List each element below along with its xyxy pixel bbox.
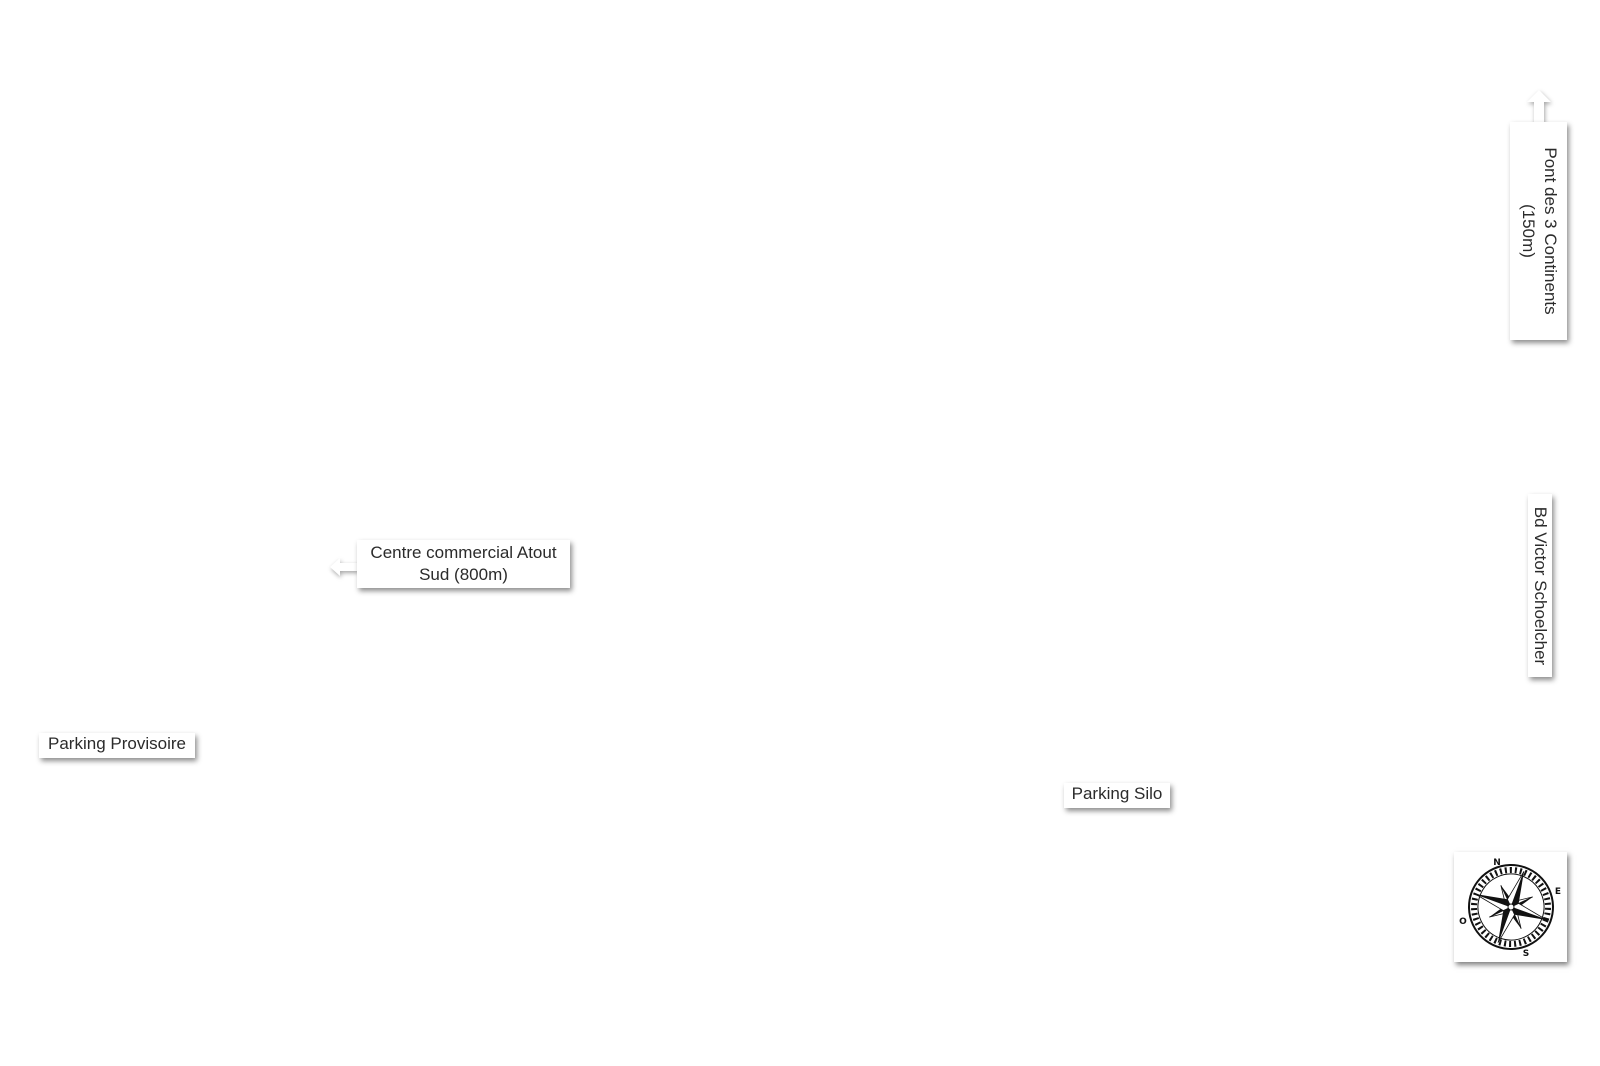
atout-sud-label <box>357 540 570 588</box>
compass-rose-panel <box>1454 852 1567 962</box>
compass-south-letter: S <box>1522 949 1530 959</box>
pont-line1: Pont des 3 Continents <box>1540 147 1560 315</box>
compass-west-letter: O <box>1459 917 1467 927</box>
bd-victor-schoelcher-label <box>1528 494 1552 677</box>
compass-north-letter: N <box>1493 858 1501 868</box>
parking-silo-text: Parking Silo <box>1071 784 1163 803</box>
parking-silo-label <box>1064 783 1170 808</box>
pont-line2: (150m) <box>1518 204 1538 258</box>
arrow-up-icon <box>1527 90 1551 124</box>
atout-sud-line2: Sud (800m) <box>419 565 508 584</box>
parking-provisoire-label <box>39 733 195 758</box>
pont-des-3-continents-label <box>1510 122 1567 340</box>
compass-east-letter: E <box>1554 887 1562 897</box>
pont-text-block <box>1517 147 1561 314</box>
parking-provisoire-text: Parking Provisoire <box>48 734 186 753</box>
atout-sud-line1: Centre commercial Atout <box>370 543 557 562</box>
arrow-left-icon <box>330 558 358 576</box>
compass-rose-icon <box>1454 852 1567 962</box>
bd-victor-schoelcher-text: Bd Victor Schoelcher <box>1531 506 1550 665</box>
